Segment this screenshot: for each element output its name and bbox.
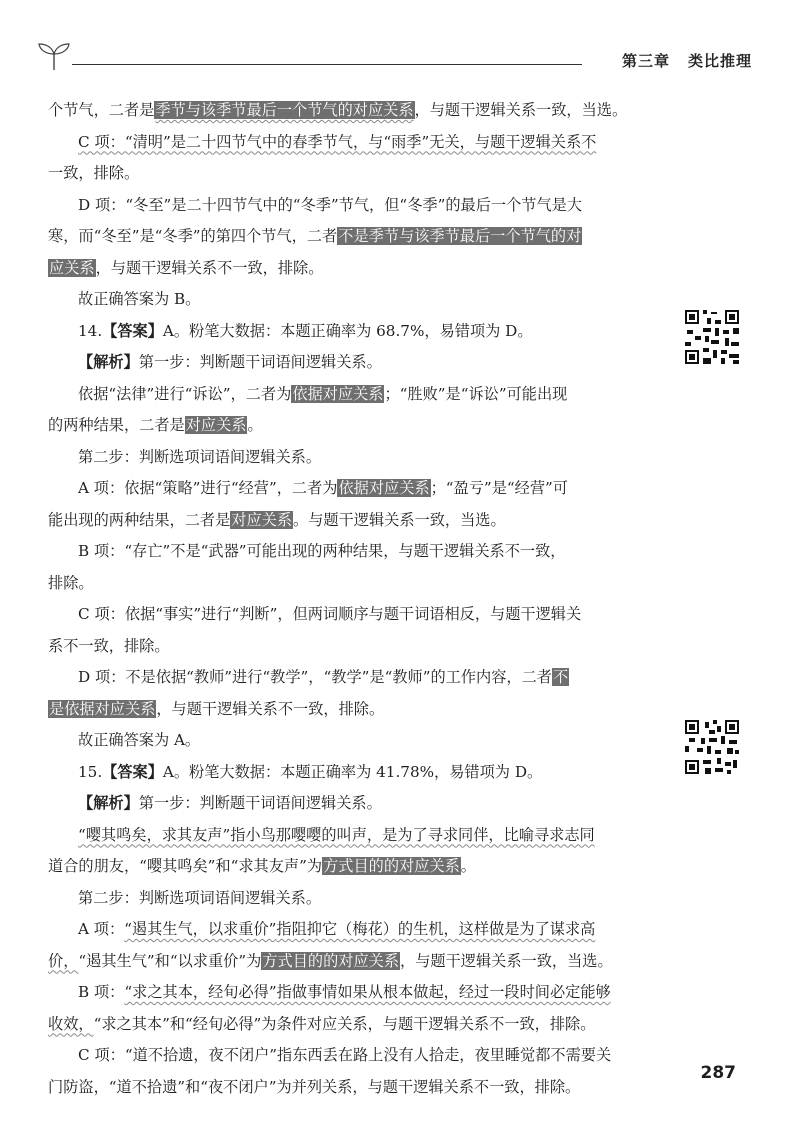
- sprout-icon: [36, 42, 72, 72]
- header-rule: [72, 64, 582, 65]
- text-line: 道合的朋友，“嘤其鸣矣”和“求其友声”为方式目的的对应关系。: [48, 857, 476, 875]
- text-line: 第二步：判断选项词语间逻辑关系。: [78, 447, 321, 466]
- text-line: 一致，排除。: [48, 164, 140, 182]
- highlight: 依据对应关系: [292, 384, 384, 403]
- qr-code-icon[interactable]: [683, 718, 741, 776]
- text-line: 的两种结果，二者是对应关系。: [48, 416, 263, 434]
- text-line: A 项：“遏其生气，以求重价”指阻抑它（梅花）的生机，这样做是为了谋求高: [78, 920, 596, 938]
- highlight: 依据对应关系: [338, 479, 430, 497]
- analysis-heading: 【解析】第一步：判断题干词语间逻辑关系。: [78, 794, 382, 812]
- text-line: B 项：“存亡”不是“武器”可能出现的两种结果，与题干逻辑关系不一致，: [78, 542, 566, 560]
- text-line: C 项：“道不拾遗，夜不闭户”指东西丢在路上没有人拾走，夜里睡觉都不需要关: [78, 1046, 612, 1064]
- highlight: 应关系: [49, 258, 95, 277]
- highlight: 方式目的的对应关系: [262, 951, 399, 970]
- chapter-heading: [604, 50, 752, 71]
- text-line: 价，“遏其生气”和“以求重价”为方式目的的对应关系，与题干逻辑关系一致，当选。: [48, 951, 613, 970]
- text-line: D 项：不是依据“教师”进行“教学”，“教学”是“教师”的工作内容，二者不: [78, 668, 569, 686]
- text-line: B 项：“求之其本，经旬必得”指做事情如果从根本做起，经过一段时间必定能够: [78, 983, 611, 1001]
- text-line: A 项：依据“策略”进行“经营”，二者为依据对应关系；“盈亏”是“经营”可: [78, 479, 568, 497]
- highlight: 季节与该季节最后一个节气的对应关系: [155, 101, 414, 119]
- text-line: 系不一致，排除。: [48, 636, 170, 655]
- text-line: “嘤其鸣矣，求其友声”指小鸟那嘤嘤的叫声，是为了寻求同伴，比喻寻求志同: [78, 825, 595, 844]
- text-line: 依据“法律”进行“诉讼”，二者为依据对应关系；“胜败”是“诉讼”可能出现: [78, 384, 568, 403]
- highlight: 对应关系: [185, 416, 247, 434]
- answer-heading-14: 14.【答案】A。粉笔大数据：本题正确率为 68.7%，易错项为 D。: [78, 321, 533, 340]
- text-line: 寒，而“冬至”是“冬季”的第四个节气，二者不是季节与该季节最后一个节气的对: [48, 227, 582, 245]
- text-line: C 项：依据“事实”进行“判断”，但两词顺序与题干词语相反，与题干逻辑关: [78, 605, 582, 623]
- qr-code-icon[interactable]: [683, 308, 741, 366]
- highlight: 方式目的的对应关系: [323, 857, 460, 875]
- page-header: [36, 40, 752, 74]
- text-line: 收效，“求之其本”和“经旬必得”为条件对应关系，与题干逻辑关系不一致，排除。: [48, 1014, 596, 1033]
- chapter-number: 第三章: [621, 52, 670, 70]
- text-line: D 项：“冬至”是二十四节气中的“冬季”节气，但“冬季”的最后一个节气是大: [78, 195, 583, 214]
- highlight: 对应关系: [231, 510, 292, 529]
- chapter-title: 类比推理: [687, 52, 752, 70]
- text-line: C 项：“清明”是二十四节气中的春季节气，与“雨季”无关，与题干逻辑关系不: [78, 132, 597, 151]
- answer-line: 故正确答案为 B。: [78, 290, 201, 308]
- page-number: 287: [700, 1063, 736, 1083]
- highlight: 不是季节与该季节最后一个节气的对: [338, 227, 582, 245]
- text-line: 排除。: [48, 573, 94, 592]
- highlight: 是依据对应关系: [49, 699, 156, 718]
- text-line: 个节气，二者是季节与该季节最后一个节气的对应关系，与题干逻辑关系一致，当选。: [48, 101, 628, 119]
- text-line: 第二步：判断选项词语间逻辑关系。: [78, 888, 321, 907]
- text-line: 是依据对应关系，与题干逻辑关系不一致，排除。: [49, 699, 385, 718]
- page-body: [48, 95, 660, 1103]
- text-line: 应关系，与题干逻辑关系不一致，排除。: [49, 258, 324, 277]
- text-line: 能出现的两种结果，二者是对应关系。与题干逻辑关系一致，当选。: [48, 510, 506, 529]
- text-line: 门防盗，“道不拾遗”和“夜不闭户”为并列关系，与题干逻辑关系不一致，排除。: [48, 1077, 581, 1096]
- analysis-heading: 【解析】第一步：判断题干词语间逻辑关系。: [78, 353, 382, 371]
- answer-heading-15: 15.【答案】A。粉笔大数据：本题正确率为 41.78%，易错项为 D。: [78, 762, 543, 781]
- highlight: 不: [553, 668, 569, 686]
- answer-line: 故正确答案为 A。: [78, 731, 201, 749]
